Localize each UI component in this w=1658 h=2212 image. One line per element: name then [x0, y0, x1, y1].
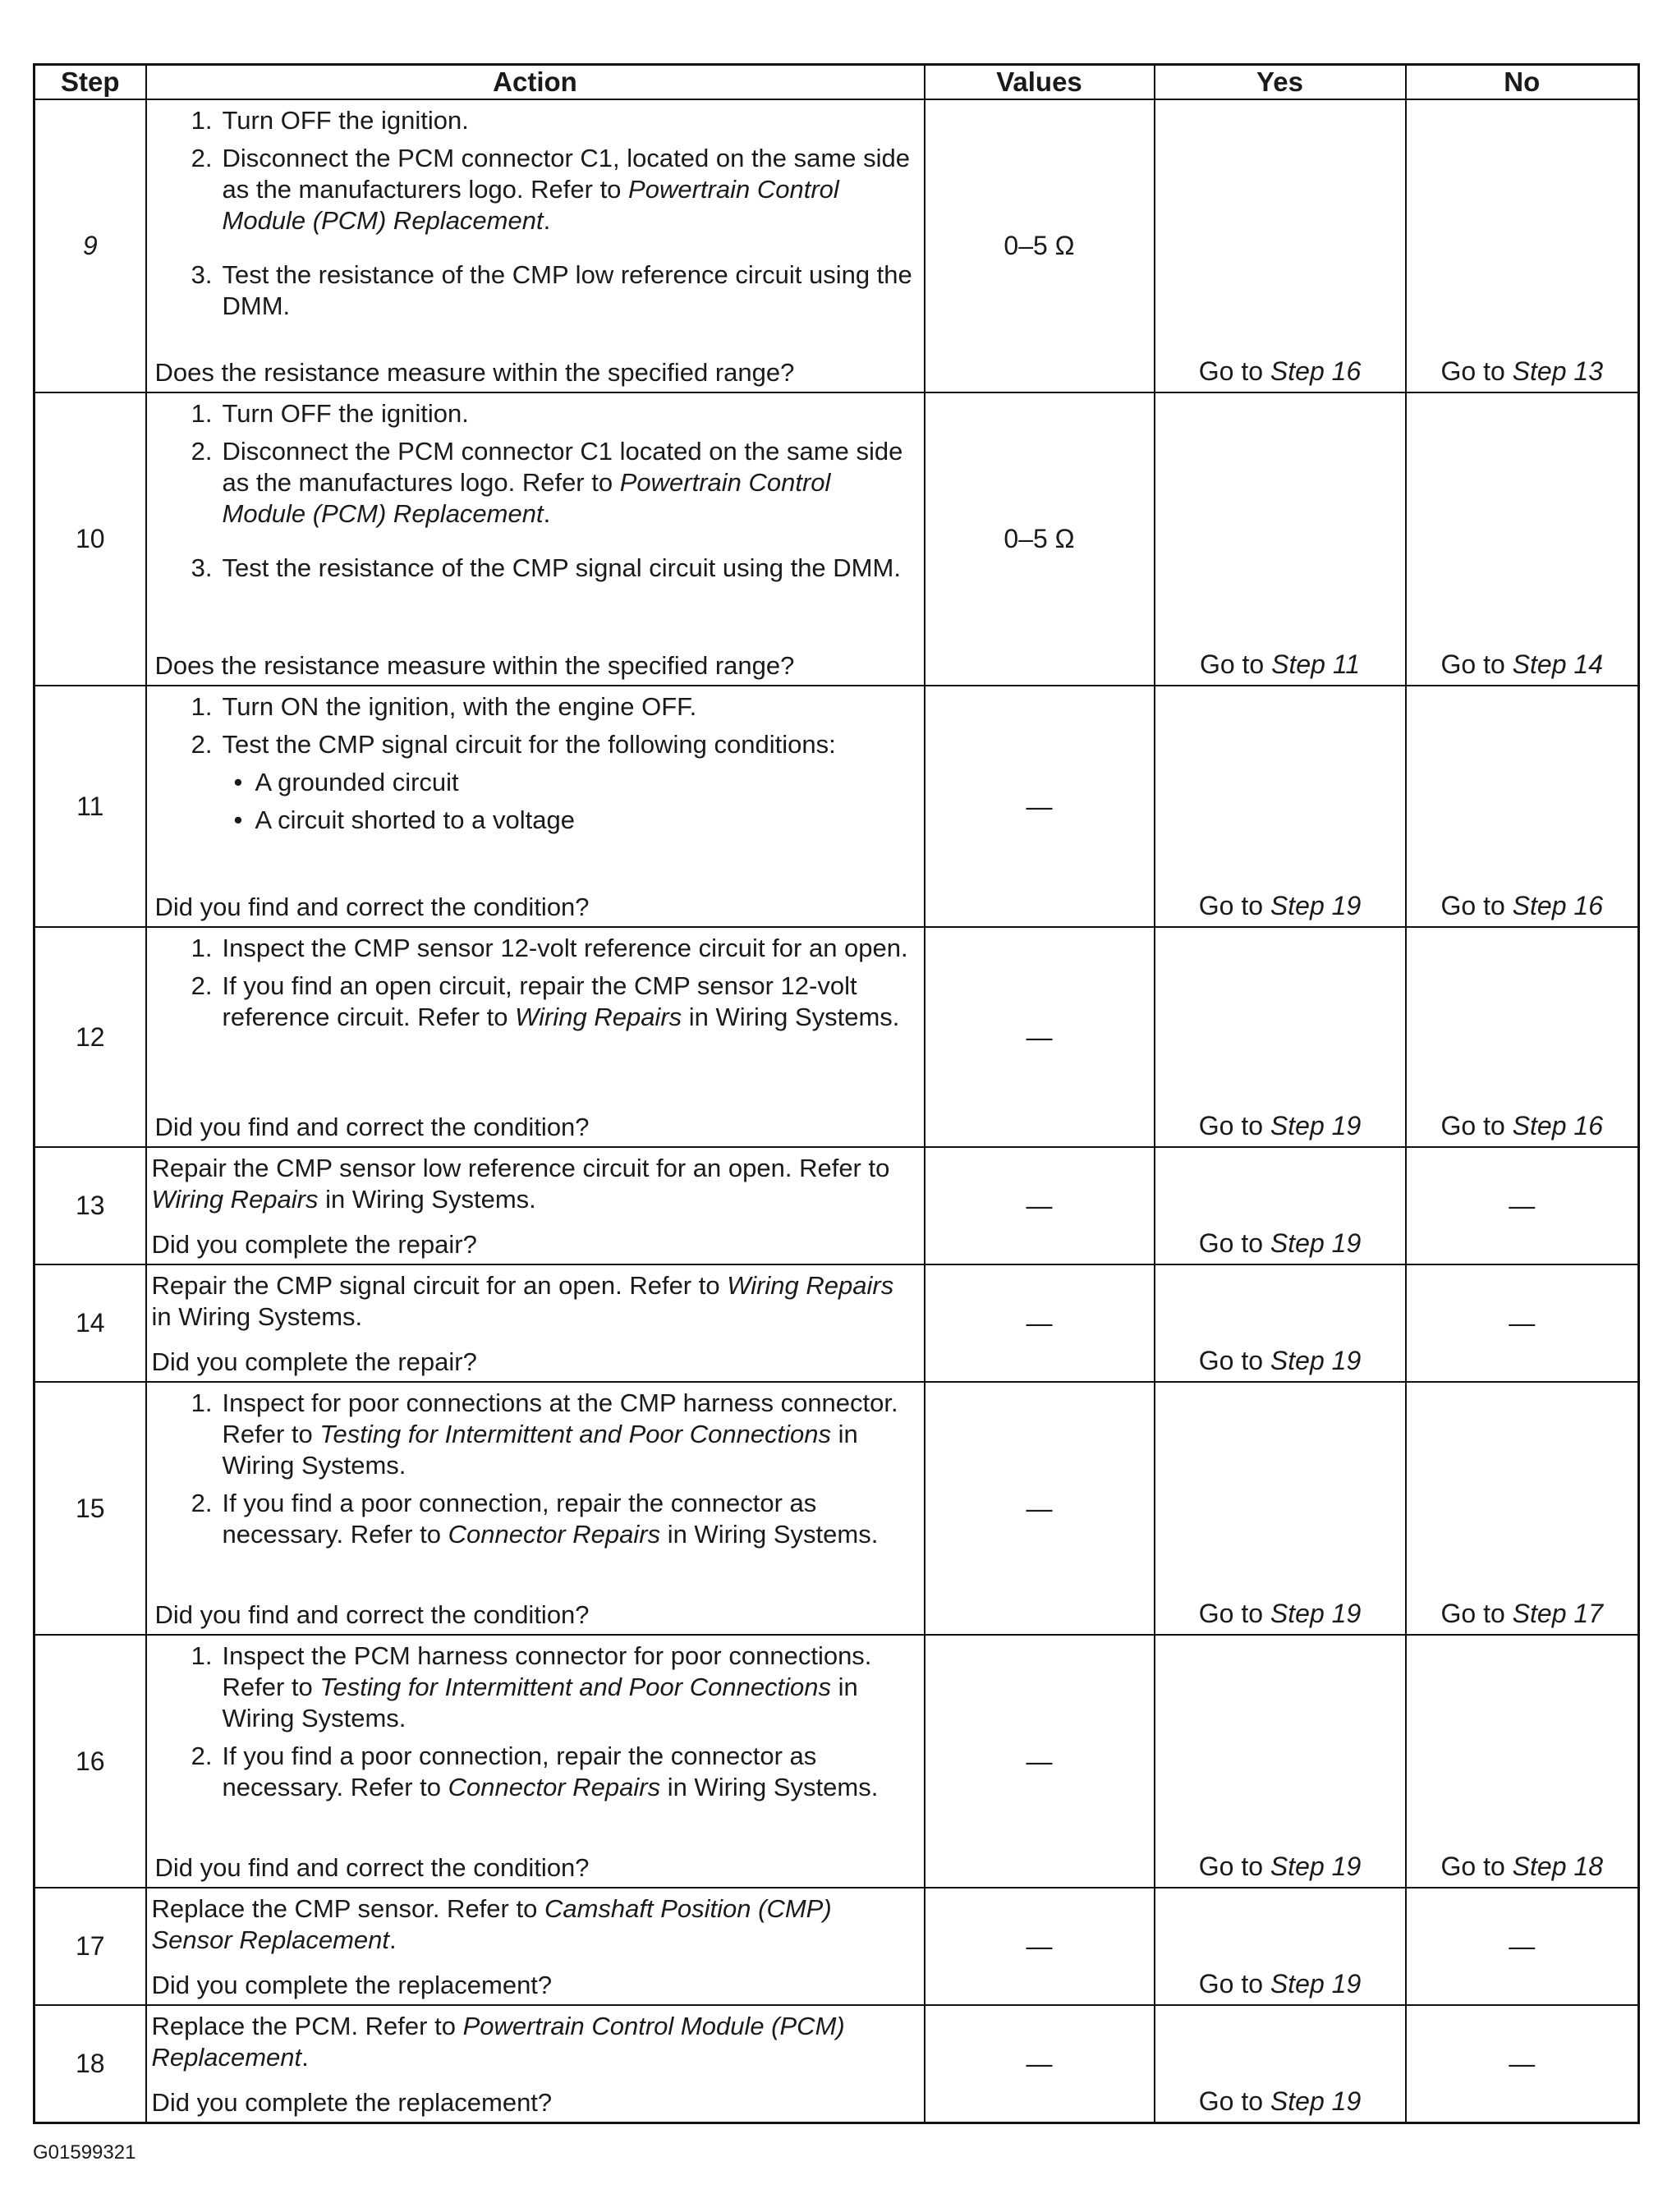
header-step: Step: [34, 65, 146, 100]
reference-link: Wiring Repairs: [515, 1003, 682, 1031]
action-cell: [146, 1264, 925, 1382]
action-text: Replace the PCM. Refer to Powertrain Control Module (PCM) Replacement.: [151, 2012, 845, 2072]
values-cell: —: [925, 686, 1155, 927]
values-cell: —: [925, 2005, 1155, 2123]
question: Did you complete the repair?: [151, 1347, 477, 1376]
list-item: 3. Test the resistance of the CMP signal circuit using the DMM.: [191, 553, 901, 582]
header-row: [34, 65, 1639, 100]
step-number: 12: [34, 927, 146, 1147]
values-cell: —: [925, 1635, 1155, 1888]
header-no: No: [1406, 65, 1639, 100]
list-item: 1. Inspect the CMP sensor 12-volt reference circuit for an open.: [191, 934, 908, 962]
question: Does the resistance measure within the specified range?: [154, 358, 795, 387]
action-text: Repair the CMP signal circuit for an open. Refer to Wiring Repairs in Wiring Systems.: [151, 1271, 894, 1331]
question: Does the resistance measure within the specified range?: [154, 651, 795, 680]
yes-cell: Go to Step 19: [1155, 927, 1406, 1147]
list-item: 2. Disconnect the PCM connector C1, located on the same side as the manufacturers logo. Refer to Powertrain Control Module (PCM) Replacement.: [191, 144, 910, 235]
step-number: 9: [34, 99, 146, 392]
table-row: [34, 927, 1639, 1147]
table-row: [34, 2005, 1639, 2123]
action-cell: [146, 2005, 925, 2123]
yes-cell: Go to Step 19: [1155, 2005, 1406, 2123]
table-row: [34, 1635, 1639, 1888]
table-row: [34, 1264, 1639, 1382]
step-number: 16: [34, 1635, 146, 1888]
header-values: Values: [925, 65, 1155, 100]
table-row: [34, 1382, 1639, 1635]
header-action: Action: [146, 65, 925, 100]
step-number: 18: [34, 2005, 146, 2123]
values-cell: —: [925, 1382, 1155, 1635]
table-row: [34, 392, 1639, 686]
yes-cell: Go to Step 19: [1155, 1147, 1406, 1264]
no-cell: —: [1406, 1888, 1639, 2005]
reference-link: Wiring Repairs: [151, 1185, 319, 1214]
step-number: 17: [34, 1888, 146, 2005]
list-item: 2. If you find a poor connection, repair the connector as necessary. Refer to Connector Repairs in Wiring Systems.: [191, 1489, 879, 1549]
action-cell: [146, 99, 925, 392]
list-item: 1. Inspect the PCM harness connector for poor connections. Refer to Testing for Intermittent and Poor Connections in Wiring Systems.: [191, 1641, 872, 1732]
no-cell: —: [1406, 1264, 1639, 1382]
values-cell: —: [925, 1888, 1155, 2005]
yes-cell: Go to Step 19: [1155, 686, 1406, 927]
action-text: Repair the CMP sensor low reference circuit for an open. Refer to Wiring Repairs in Wiring Systems.: [151, 1154, 890, 1214]
values-cell: —: [925, 1264, 1155, 1382]
question: Did you complete the replacement?: [151, 1971, 553, 1999]
step-number: 15: [34, 1382, 146, 1635]
header-yes: Yes: [1155, 65, 1406, 100]
values-cell: —: [925, 1147, 1155, 1264]
table-row: [34, 686, 1639, 927]
yes-cell: Go to Step 11: [1155, 392, 1406, 686]
question: Did you find and correct the condition?: [154, 1600, 590, 1629]
reference-link: Testing for Intermittent and Poor Connections: [319, 1420, 832, 1448]
yes-cell: Go to Step 16: [1155, 99, 1406, 392]
reference-link: Testing for Intermittent and Poor Connections: [319, 1673, 832, 1701]
list-item: 1. Turn OFF the ignition.: [191, 106, 469, 135]
list-item: 2. If you find an open circuit, repair the CMP sensor 12-volt reference circuit. Refer to Wiring Repairs in Wiring Systems.: [191, 971, 900, 1031]
no-cell: —: [1406, 1147, 1639, 1264]
reference-link: Camshaft Position (CMP) Sensor Replacement: [151, 1894, 832, 1954]
list-item: 3. Test the resistance of the CMP low reference circuit using the DMM.: [191, 260, 912, 320]
list-item: 1. Turn OFF the ignition.: [191, 399, 469, 428]
no-cell: Go to Step 17: [1406, 1382, 1639, 1635]
diagnostic-table: [33, 63, 1640, 2124]
reference-link: Connector Repairs: [448, 1520, 661, 1549]
step-number: 11: [34, 686, 146, 927]
yes-cell: Go to Step 19: [1155, 1888, 1406, 2005]
question: Did you find and correct the condition?: [154, 1853, 590, 1882]
action-text: Replace the CMP sensor. Refer to Camshaft Position (CMP) Sensor Replacement.: [151, 1894, 832, 1954]
figure-id: G01599321: [33, 2141, 136, 2164]
list-item: 2. Test the CMP signal circuit for the following conditions:: [191, 730, 836, 759]
bullet-item: • A grounded circuit: [233, 768, 459, 796]
question: Did you complete the repair?: [151, 1230, 477, 1259]
action-cell: [146, 1888, 925, 2005]
list-item: 1. Turn ON the ignition, with the engine OFF.: [191, 692, 697, 721]
table-row: [34, 99, 1639, 392]
action-cell: [146, 392, 925, 686]
bullet-item: • A circuit shorted to a voltage: [233, 805, 575, 834]
list-item: 2. Disconnect the PCM connector C1 located on the same side as the manufactures logo. Refer to Powertrain Control Module (PCM) Replacement.: [191, 437, 903, 528]
no-cell: Go to Step 16: [1406, 927, 1639, 1147]
question: Did you find and correct the condition?: [154, 893, 590, 921]
values-cell: —: [925, 927, 1155, 1147]
action-cell: [146, 1382, 925, 1635]
reference-link: Wiring Repairs: [727, 1271, 894, 1300]
action-cell: [146, 686, 925, 927]
reference-link: Powertrain Control Module (PCM) Replacement: [222, 468, 831, 528]
action-cell: [146, 1147, 925, 1264]
no-cell: Go to Step 14: [1406, 392, 1639, 686]
values-cell: 0–5 Ω: [925, 99, 1155, 392]
reference-link: Connector Repairs: [448, 1773, 661, 1801]
no-cell: Go to Step 18: [1406, 1635, 1639, 1888]
question: Did you find and correct the condition?: [154, 1113, 590, 1141]
step-number: 10: [34, 392, 146, 686]
table-row: [34, 1888, 1639, 2005]
reference-link: Powertrain Control Module (PCM) Replacement: [151, 2012, 845, 2072]
no-cell: Go to Step 13: [1406, 99, 1639, 392]
table-row: [34, 1147, 1639, 1264]
reference-link: Powertrain Control Module (PCM) Replacement: [222, 175, 839, 235]
question: Did you complete the replacement?: [151, 2087, 553, 2117]
yes-cell: Go to Step 19: [1155, 1382, 1406, 1635]
yes-cell: Go to Step 19: [1155, 1264, 1406, 1382]
values-cell: 0–5 Ω: [925, 392, 1155, 686]
list-item: 1. Inspect for poor connections at the CMP harness connector. Refer to Testing for Intermittent and Poor Connections in Wiring Systems.: [191, 1388, 898, 1480]
no-cell: —: [1406, 2005, 1639, 2123]
action-cell: [146, 927, 925, 1147]
list-item: 2. If you find a poor connection, repair the connector as necessary. Refer to Connector Repairs in Wiring Systems.: [191, 1742, 879, 1801]
yes-cell: Go to Step 19: [1155, 1635, 1406, 1888]
no-cell: Go to Step 16: [1406, 686, 1639, 927]
action-cell: [146, 1635, 925, 1888]
step-number: 14: [34, 1264, 146, 1382]
step-number: 13: [34, 1147, 146, 1264]
